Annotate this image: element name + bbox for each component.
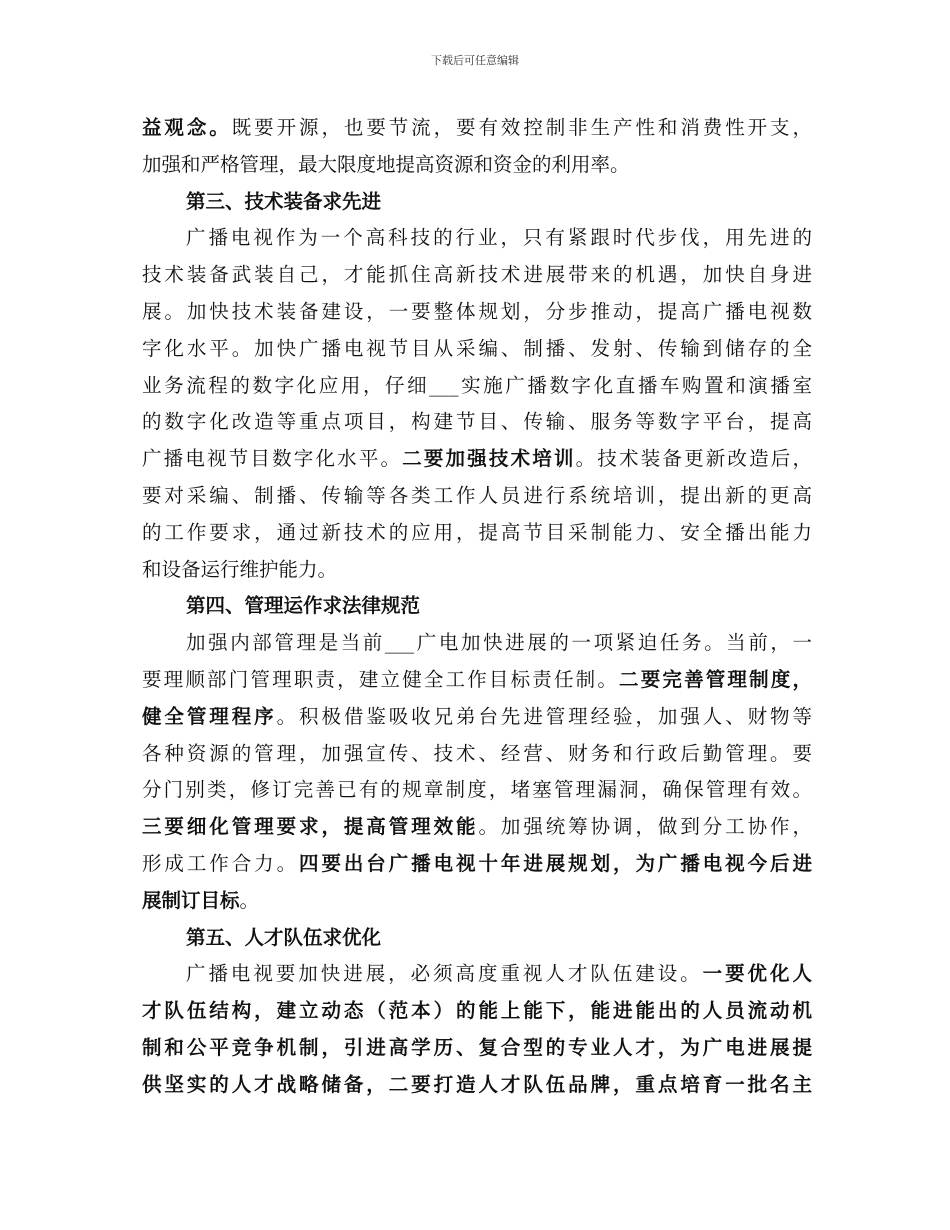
text-run: 和设备运行维护能力。	[142, 557, 338, 581]
text-run: 的工作要求，通过新技术的应用，提高节目采制能力、安全播出能力	[142, 520, 812, 544]
text-line	[142, 736, 812, 773]
bold-text: 制和公平竞争机制，引进高学历、复合型的专业人才，为广电进展提	[142, 1035, 812, 1059]
document-body	[142, 110, 812, 1104]
text-run: 形成工作合力。	[142, 851, 300, 875]
text-run: 字化水平。加快广播电视节目从采编、制播、发射、传输到储存的全	[142, 336, 812, 360]
text-line	[142, 257, 812, 294]
text-run: 要对采编、制播、传输等各类工作人员进行系统培训，提出新的更高	[142, 483, 812, 507]
text-line	[142, 147, 812, 184]
text-run: 。技术装备更新改造后，	[575, 447, 812, 471]
bold-text: 四要出台广播电视十年进展规划，为广播电视今后进	[299, 851, 812, 875]
text-line	[142, 515, 812, 552]
text-run: 的数字化改造等重点项目，构建节目、传输、服务等数字平台，提高	[142, 410, 812, 434]
text-run: 加强内部管理是当前___广电加快进展的一项紧迫任务。当前，一	[186, 631, 812, 655]
text-run: 。	[239, 888, 260, 912]
bold-text: 三要细化管理要求，提高管理效能	[142, 815, 479, 839]
text-line	[142, 846, 812, 883]
text-line	[142, 478, 812, 515]
text-line	[142, 331, 812, 368]
text-line	[142, 294, 812, 331]
text-run: 各种资源的管理，加强宣传、技术、经营、财务和行政后勤管理。要	[142, 741, 812, 765]
text-line	[142, 588, 812, 625]
text-line	[142, 662, 812, 699]
text-line	[142, 1030, 812, 1067]
text-run: 广播电视作为一个高科技的行业，只有紧跟时代步伐，用先进的	[186, 226, 812, 250]
text-run: 。加强统筹协调，做到分工协作，	[478, 815, 812, 839]
text-run: 技术装备武装自己，才能抓住高新技术进展带来的机遇，加快自身进	[142, 263, 812, 287]
text-run: 业务流程的数字化应用，仔细___实施广播数字化直播车购置和演播室	[142, 373, 812, 397]
bold-text: 一要优化人	[702, 962, 812, 986]
text-line	[142, 772, 812, 809]
text-line	[142, 625, 812, 662]
text-run: 广播电视要加快进展，必须高度重视人才队伍建设。	[186, 962, 703, 986]
bold-text: 展制订目标	[142, 888, 240, 912]
bold-text: 健全管理程序	[142, 704, 277, 728]
text-run: 加强和严格管理，最大限度地提高资源和资金的利用率。	[142, 152, 630, 176]
bold-text: 益观念。	[142, 116, 232, 139]
bold-text: 第四、管理运作求法律规范	[186, 594, 421, 618]
text-run: 要理顺部门管理职责，建立健全工作目标责任制。	[142, 667, 620, 691]
text-line	[142, 1067, 812, 1104]
page-header: 下载后可任意编辑	[431, 54, 519, 67]
text-line	[142, 699, 812, 736]
text-run: 。积极借鉴吸收兄弟台先进管理经验，加强人、财物等	[276, 704, 812, 728]
bold-text: 二要完善管理制度，	[619, 667, 812, 691]
text-line	[142, 920, 812, 957]
text-run: 既要开源，也要节流，要有效控制非生产性和消费性开支，	[231, 116, 812, 139]
text-line	[142, 552, 812, 589]
text-run: 广播电视节目数字化水平。	[142, 447, 403, 471]
text-run: 展。加快技术装备建设，一要整体规划，分步推动，提高广播电视数	[142, 299, 812, 323]
bold-text: 二要加强技术培训	[402, 447, 576, 471]
text-line	[142, 404, 812, 441]
text-line	[142, 110, 812, 147]
text-line	[142, 956, 812, 993]
text-run: 分门别类，修订完善已有的规章制度，堵塞管理漏洞，确保管理有效。	[142, 778, 812, 802]
bold-text: 第五、人才队伍求优化	[186, 925, 382, 949]
text-line	[142, 809, 812, 846]
text-line	[142, 993, 812, 1030]
bold-text: 才队伍结构，建立动态（范本）的能上能下，能进能出的人员流动机	[142, 999, 812, 1023]
text-line	[142, 441, 812, 478]
text-line	[142, 220, 812, 257]
bold-text: 供坚实的人才战略储备，二要打造人才队伍品牌，重点培育一批名主	[142, 1072, 812, 1096]
text-line	[142, 184, 812, 221]
bold-text: 第三、技术装备求先进	[186, 189, 382, 213]
text-line	[142, 368, 812, 405]
text-line	[142, 883, 812, 920]
